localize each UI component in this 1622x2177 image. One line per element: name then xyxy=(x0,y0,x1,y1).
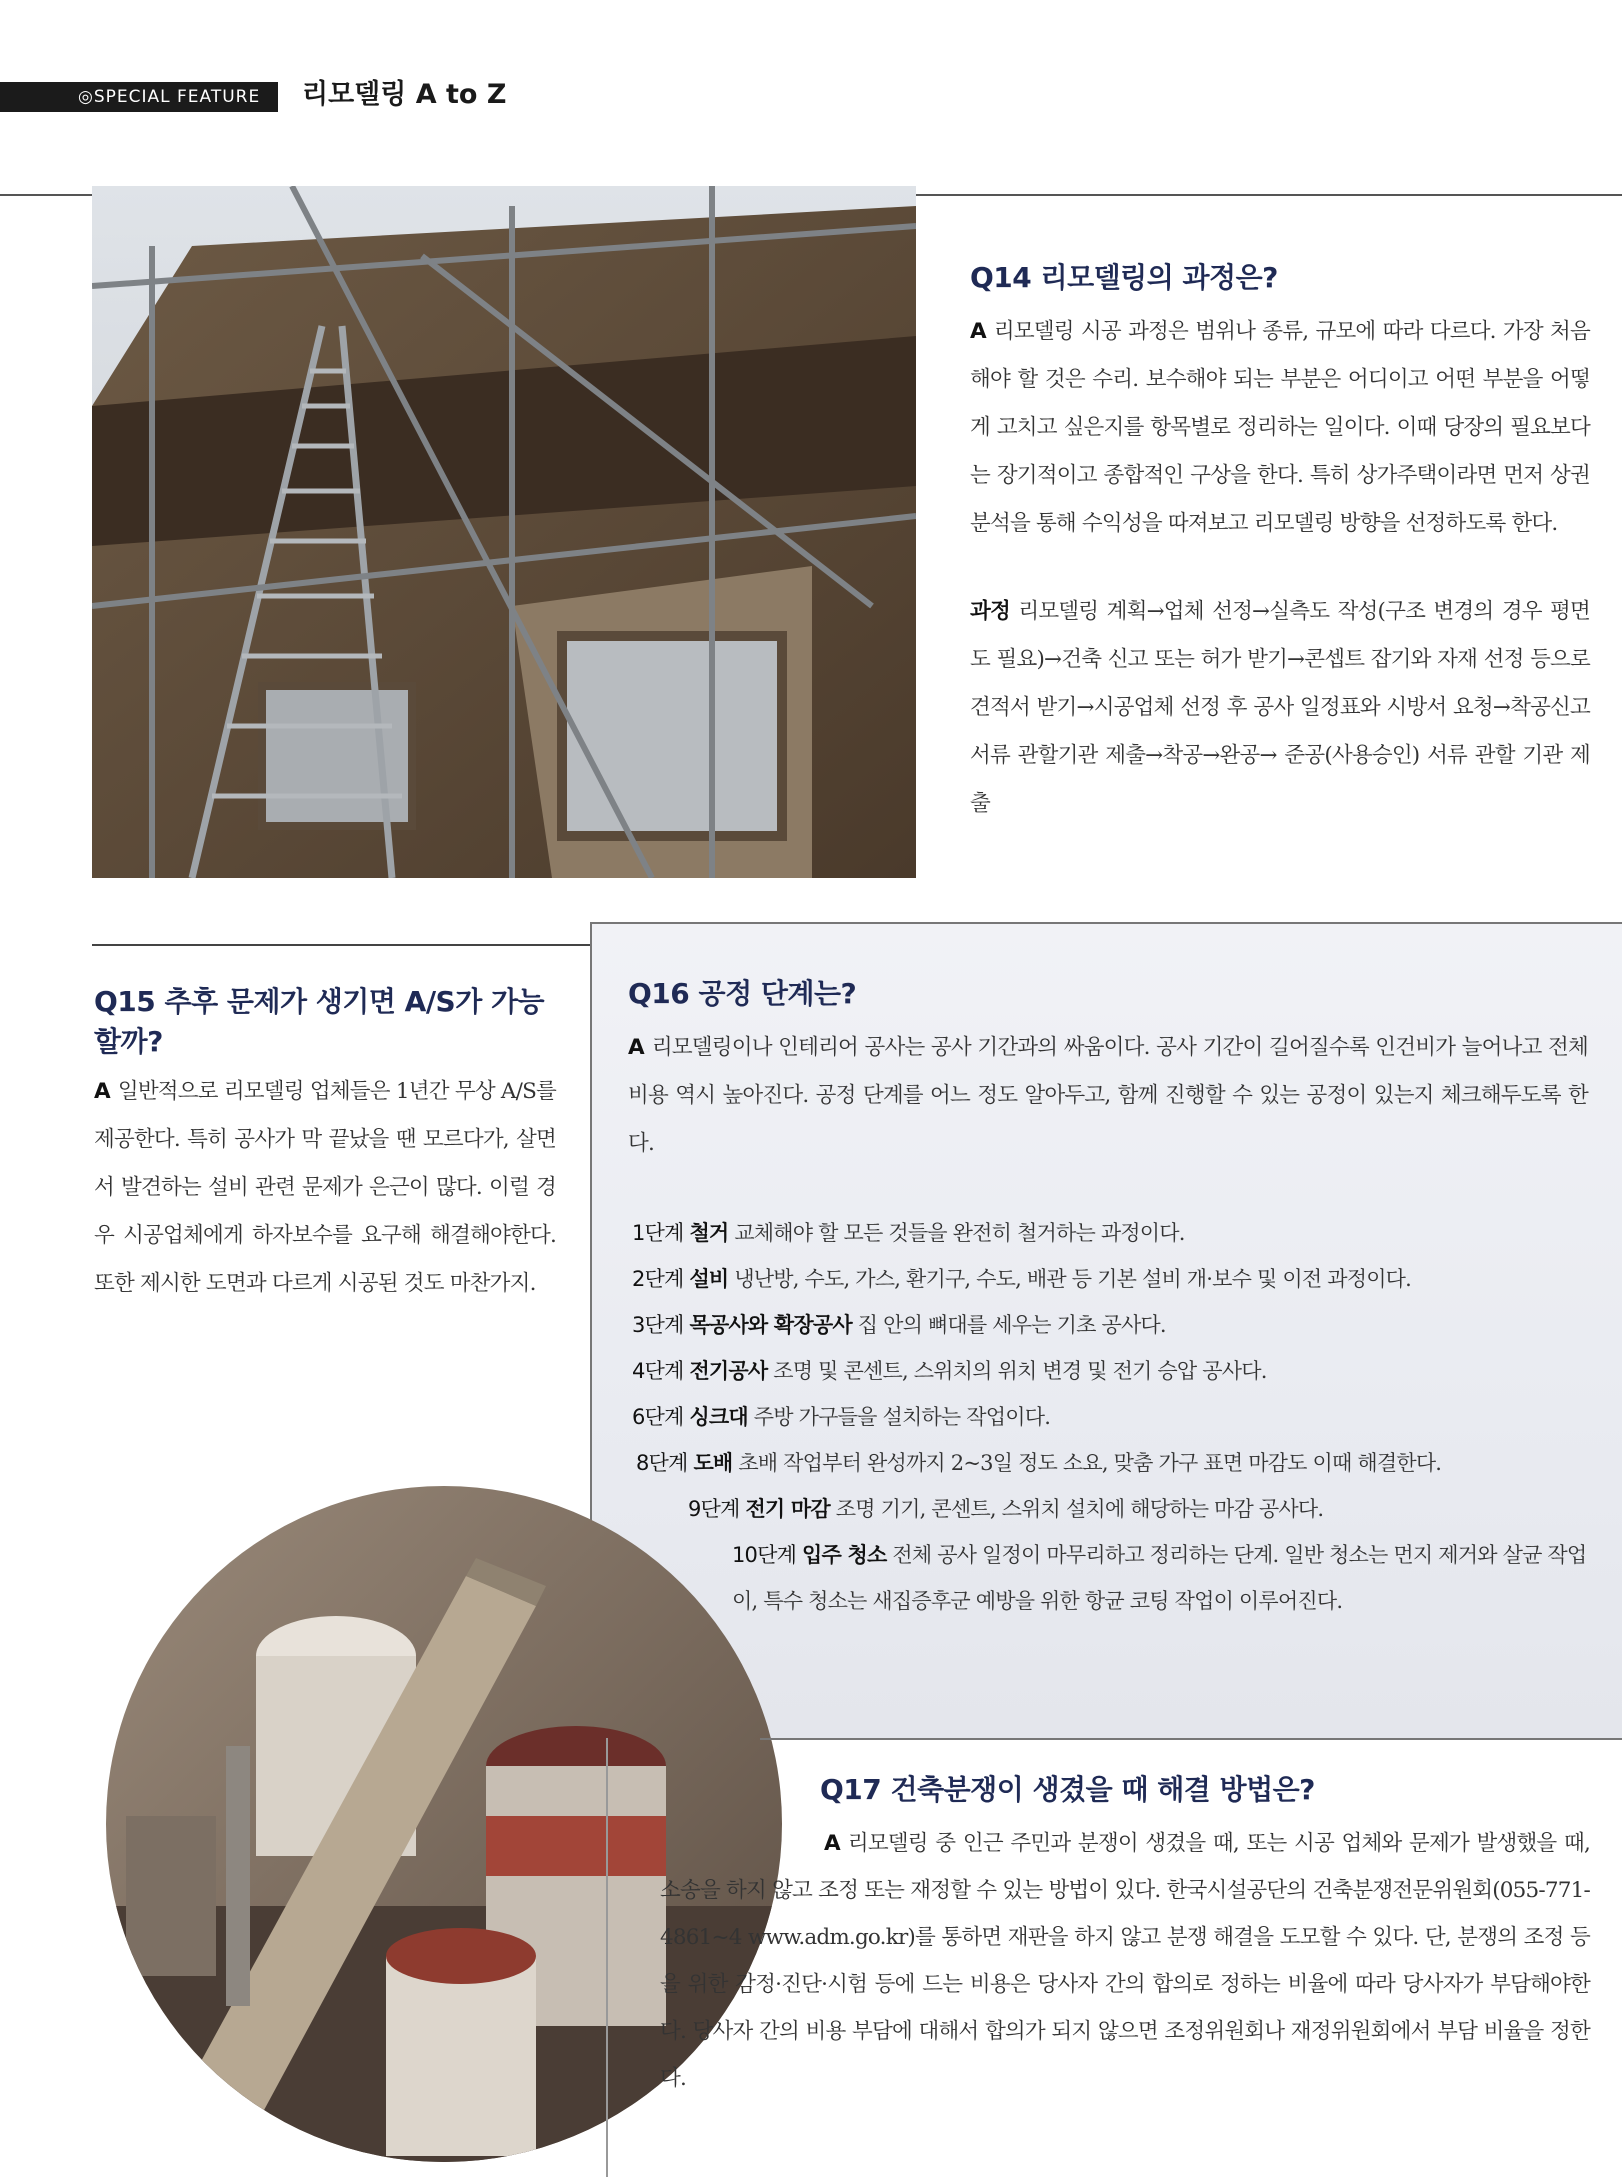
page-title: 리모델링 A to Z xyxy=(302,79,507,110)
q15-answer xyxy=(94,1068,556,1308)
step-item: 4단계 전기공사 조명 및 콘센트, 스위치의 위치 변경 및 전기 승압 공사다. xyxy=(632,1359,1267,1383)
step-item: 2단계 설비 냉난방, 수도, 가스, 환기구, 수도, 배관 등 기본 설비 개·보수 및 이전 과정이다. xyxy=(632,1267,1412,1291)
scaffolding-photo xyxy=(92,186,916,878)
q17-section xyxy=(660,1770,1590,2102)
q14-section xyxy=(970,258,1590,828)
step-item: 1단계 철거 교체해야 할 모든 것들을 완전히 철거하는 과정이다. xyxy=(632,1221,1185,1245)
q17-answer-text: 리모델링 중 인근 주민과 분쟁이 생겼을 때, 또는 시공 업체와 문제가 발생했을 때, 소송을 하지 않고 조정 또는 재정할 수 있는 방법이 있다. 한국시설공단의 건축분쟁전문위원회(055-771-4861~4 www.adm.go.kr)를 통하면 재판을 하지 않고 분쟁 해결을 도모할 수 있다. 단, 분쟁의 조정 등을 위한 감정·진단·시험 등에 드는 비용은 당사자 간의 합의로 정하는 비율에 따라 당사자가 부담해야한다. 당사자 간의 비용 부담에 대해서 합의가 되지 않으면 조정위원회나 재정위원회에서 부담 비율을 정한다. xyxy=(660,1831,1590,2091)
q17-answer xyxy=(660,1820,1590,2102)
step-item: 10단계 입주 청소 전체 공사 일정이 마무리하고 정리하는 단계. 일반 청소는 먼지 제거와 살균 작업이, 특수 청소는 새집증후군 예방을 위한 항균 코팅 작업이 이루어진다. xyxy=(732,1543,1587,1613)
q14-title: Q14 리모델링의 과정은? xyxy=(970,261,1278,294)
section-divider xyxy=(92,944,590,946)
answer-marker: A xyxy=(824,1831,840,1856)
q17-divider-vertical xyxy=(606,1738,608,2177)
q16-section xyxy=(628,974,1588,1168)
q14-process xyxy=(970,588,1590,828)
answer-marker: A xyxy=(970,319,986,344)
process-label: 과정 xyxy=(970,599,1010,624)
step-item: 9단계 전기 마감 조명 기기, 콘센트, 스위치 설치에 해당하는 마감 공사다. xyxy=(688,1497,1324,1521)
answer-marker: A xyxy=(628,1035,644,1060)
q15-title: Q15 추후 문제가 생기면 A/S가 가능할까? xyxy=(94,985,545,1058)
q15-answer-text: 일반적으로 리모델링 업체들은 1년간 무상 A/S를 제공한다. 특히 공사가 막 끝났을 땐 모르다가, 살면서 발견하는 설비 관련 문제가 은근이 많다. 이럴 경우 시공업체에게 하자보수를 요구해 해결해야한다. 또한 제시한 도면과 다르게 시공된 것도 마찬가지. xyxy=(94,1079,556,1296)
q16-title: Q16 공정 단계는? xyxy=(628,977,857,1010)
q17-divider xyxy=(760,1738,1622,1740)
q15-section xyxy=(94,982,556,1308)
process-text: 리모델링 계획→업체 선정→실측도 작성(구조 변경의 경우 평면도 필요)→건축 신고 또는 허가 받기→콘셉트 잡기와 자재 선정 등으로 견적서 받기→시공업체 선정 후 공사 일정표와 시방서 요청→착공신고 서류 관할기관 제출→착공→완공→ 준공(사용승인) 서류 관할 기관 제출 xyxy=(970,599,1590,816)
q17-title: Q17 건축분쟁이 생겼을 때 해결 방법은? xyxy=(820,1773,1315,1806)
step-item: 8단계 도배 초배 작업부터 완성까지 2~3일 정도 소요, 맞춤 가구 표면 마감도 이때 해결한다. xyxy=(636,1451,1442,1475)
q14-answer-text: 리모델링 시공 과정은 범위나 종류, 규모에 따라 다르다. 가장 처음 해야 할 것은 수리. 보수해야 되는 부분은 어디이고 어떤 부분을 어떻게 고치고 싶은지를 항목별로 정리하는 일이다. 이때 당장의 필요보다는 장기적이고 종합적인 구상을 한다. 특히 상가주택이라면 먼저 상권 분석을 통해 수익성을 따져보고 리모델링 방향을 선정하도록 한다. xyxy=(970,319,1590,536)
section-label: ◎SPECIAL FEATURE xyxy=(78,87,261,107)
q16-answer-text: 리모델링이나 인테리어 공사는 공사 기간과의 싸움이다. 공사 기간이 길어질수록 인건비가 늘어나고 전체 비용 역시 높아진다. 공정 단계를 어느 정도 알아두고, 함께 진행할 수 있는 공정이 있는지 체크해두도록 한다. xyxy=(628,1035,1588,1156)
step-item: 3단계 목공사와 확장공사 집 안의 뼈대를 세우는 기초 공사다. xyxy=(632,1313,1166,1337)
q16-steps xyxy=(632,1210,1592,1624)
q14-answer xyxy=(970,308,1590,548)
step-item: 6단계 싱크대 주방 가구들을 설치하는 작업이다. xyxy=(632,1405,1051,1429)
q16-answer xyxy=(628,1024,1588,1168)
answer-marker: A xyxy=(94,1079,110,1104)
